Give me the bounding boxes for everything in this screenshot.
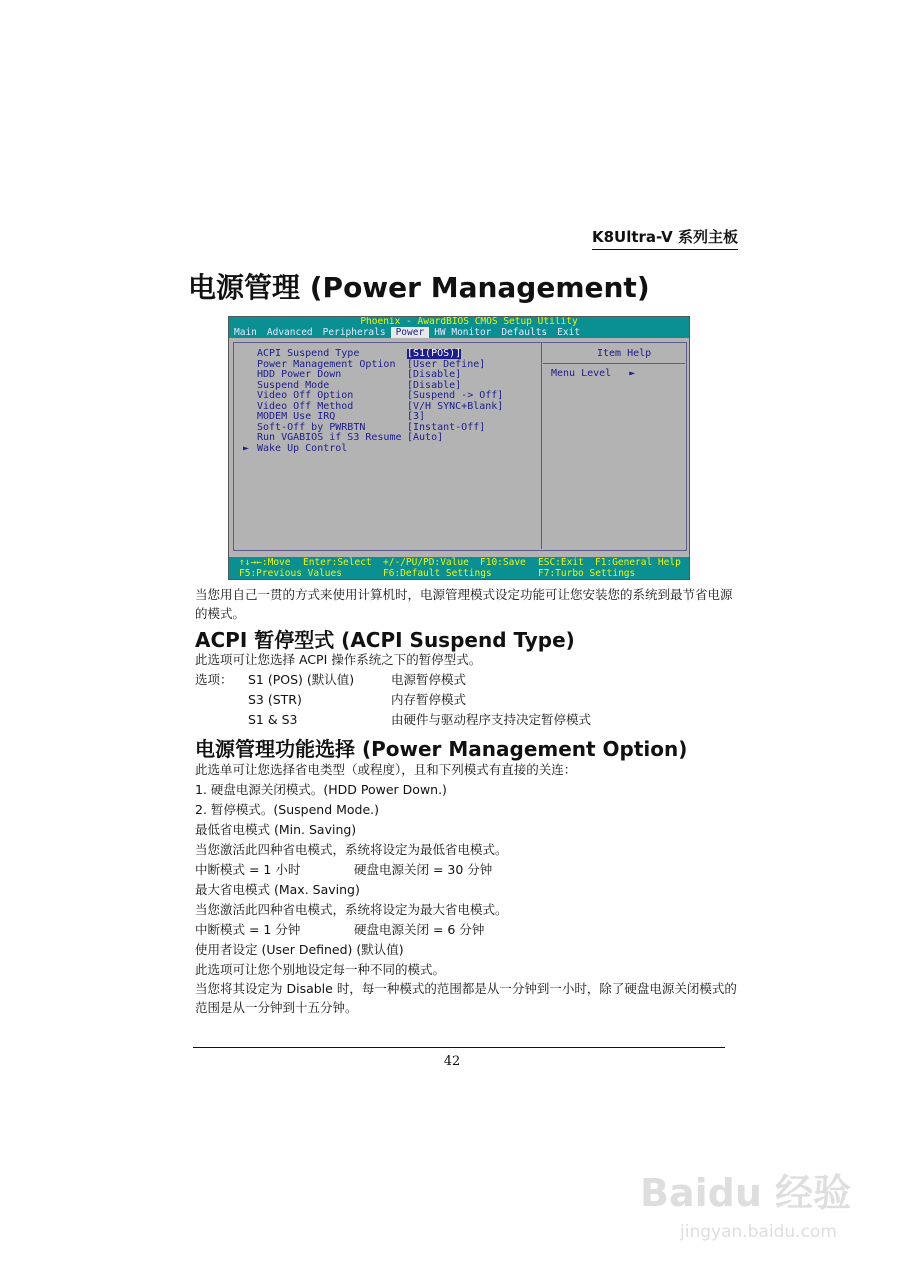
- pmo-line: 此选项可让您个别地设定每一种不同的模式。: [195, 962, 446, 977]
- bios-row-value: [Suspend -> Off]: [407, 390, 504, 401]
- pmo-line: 最低省电模式 (Min. Saving): [195, 822, 357, 837]
- footer-previous: F5:Previous Values: [239, 568, 342, 579]
- bios-row-label: Wake Up Control: [257, 442, 348, 454]
- bios-menu-exit: Exit: [557, 327, 581, 338]
- page-title: 电源管理 (Power Management): [188, 271, 650, 304]
- bios-row-value: [Auto]: [407, 432, 444, 443]
- bios-screenshot: [228, 316, 690, 580]
- footer-select: Enter:Select: [303, 557, 372, 568]
- bios-title: Phoenix - AwardBIOS CMOS Setup Utility: [229, 317, 689, 327]
- bios-row-value: [Disable]: [407, 369, 462, 380]
- min-row-right: 硬盘电源关闭 = 30 分钟: [354, 862, 493, 877]
- bios-menu-hw-monitor: HW Monitor: [434, 327, 492, 338]
- bios-divider: [541, 342, 542, 549]
- bios-row-label: MODEM Use IRQ: [257, 411, 336, 422]
- option-name: S1 (POS) (默认值): [248, 672, 355, 687]
- bios-menu-main: Main: [234, 327, 257, 338]
- footer-help: F1:General Help: [595, 557, 681, 568]
- bios-row-label: Power Management Option: [257, 358, 396, 370]
- bios-row-label: Run VGABIOS if S3 Resume: [257, 432, 402, 443]
- bios-row-label: ACPI Suspend Type: [257, 348, 360, 359]
- bios-help-divider: [543, 363, 685, 364]
- option-name: S1 & S3: [248, 712, 298, 727]
- intro-paragraph: 当您用自己一贯的方式来使用计算机时，电源管理模式设定功能可让您安装您的系统到最节省电源的模式。: [195, 587, 733, 621]
- pmo-line: 当您激活此四种省电模式，系统将设定为最大省电模式。: [195, 902, 508, 917]
- min-row-left: 中断模式 = 1 小时: [195, 862, 301, 877]
- bios-item-help-title: Item Help: [597, 348, 652, 359]
- bios-row-label: Video Off Option: [257, 390, 354, 401]
- baidu-watermark: [640, 1150, 855, 1260]
- pmo-line: 1. 硬盘电源关闭模式。(HDD Power Down.): [195, 782, 447, 797]
- option-desc: 电源暂停模式: [391, 672, 467, 687]
- page-number: 42: [443, 1054, 461, 1069]
- watermark-logo: Baidu 经验: [640, 1171, 852, 1215]
- footer-turbo: F7:Turbo Settings: [538, 568, 636, 579]
- bios-row-label: HDD Power Down: [257, 369, 342, 380]
- bios-row-value: [V/H SYNC+Blank]: [407, 400, 504, 412]
- section-heading-pmo: 电源管理功能选择 (Power Management Option): [195, 737, 688, 761]
- option-name: S3 (STR): [248, 692, 302, 707]
- watermark-url: jingyan.baidu.com: [680, 1222, 837, 1242]
- bios-row-value: [3]: [407, 411, 426, 422]
- footer-value: +/-/PU/PD:Value: [383, 557, 469, 568]
- pmo-line: 使用者设定 (User Defined) (默认值): [195, 942, 404, 957]
- footer-exit: ESC:Exit: [538, 557, 584, 568]
- bios-menu-advanced: Advanced: [266, 327, 313, 338]
- footer-rule: [193, 1047, 725, 1048]
- pmo-last-paragraph: 当您将其设定为 Disable 时，每一种模式的范围都是从一分钟到一小时，除了硬盘电源关闭模式的范围是从一分钟到十五分钟。: [195, 981, 737, 1015]
- bios-row-label: Soft-Off by PWRBTN: [257, 421, 366, 433]
- option-desc: 由硬件与驱动程序支持决定暂停模式: [391, 712, 592, 727]
- footer-save: F10:Save: [480, 557, 526, 568]
- bios-row-label: Suspend Mode: [257, 379, 330, 391]
- bios-menu-power: Power: [391, 327, 430, 338]
- max-row-left: 中断模式 = 1 分钟: [195, 922, 301, 937]
- section-heading-acpi: ACPI 暂停型式 (ACPI Suspend Type): [195, 628, 575, 652]
- option-desc: 内存暂停模式: [391, 692, 467, 707]
- bios-menu-defaults: Defaults: [501, 327, 548, 338]
- bios-menu-bar: [229, 327, 689, 338]
- pmo-line: 2. 暂停模式。(Suspend Mode.): [195, 802, 380, 817]
- bios-menu-level: Menu Level ►: [551, 368, 636, 379]
- bios-row-value: [S1(POS)]: [407, 348, 462, 359]
- max-row-right: 硬盘电源关闭 = 6 分钟: [354, 922, 485, 937]
- bios-row-label: Video Off Method: [257, 400, 354, 412]
- bios-footer: [229, 557, 689, 579]
- pmo-line: 最大省电模式 (Max. Saving): [195, 882, 360, 897]
- footer-default: F6:Default Settings: [383, 568, 492, 579]
- bios-row-value: [Disable]: [407, 379, 462, 391]
- pmo-line: 此选单可让您选择省电类型（或程度），且和下列模式有直接的关连：: [195, 762, 577, 777]
- acpi-description: 此选项可让您选择 ACPI 操作系统之下的暂停型式。: [195, 652, 482, 667]
- footer-move: ↑↓→←:Move: [239, 557, 291, 568]
- document-header: K8Ultra-V 系列主板: [592, 226, 738, 250]
- bios-row-value: [Instant-Off]: [407, 421, 486, 433]
- pmo-line: 当您激活此四种省电模式，系统将设定为最低省电模式。: [195, 842, 508, 857]
- bios-menu-peripherals: Peripherals: [322, 327, 386, 338]
- bios-row-value: [User Define]: [407, 358, 486, 370]
- submenu-arrow-icon: ►: [243, 442, 250, 454]
- options-label: 选项：: [195, 672, 233, 687]
